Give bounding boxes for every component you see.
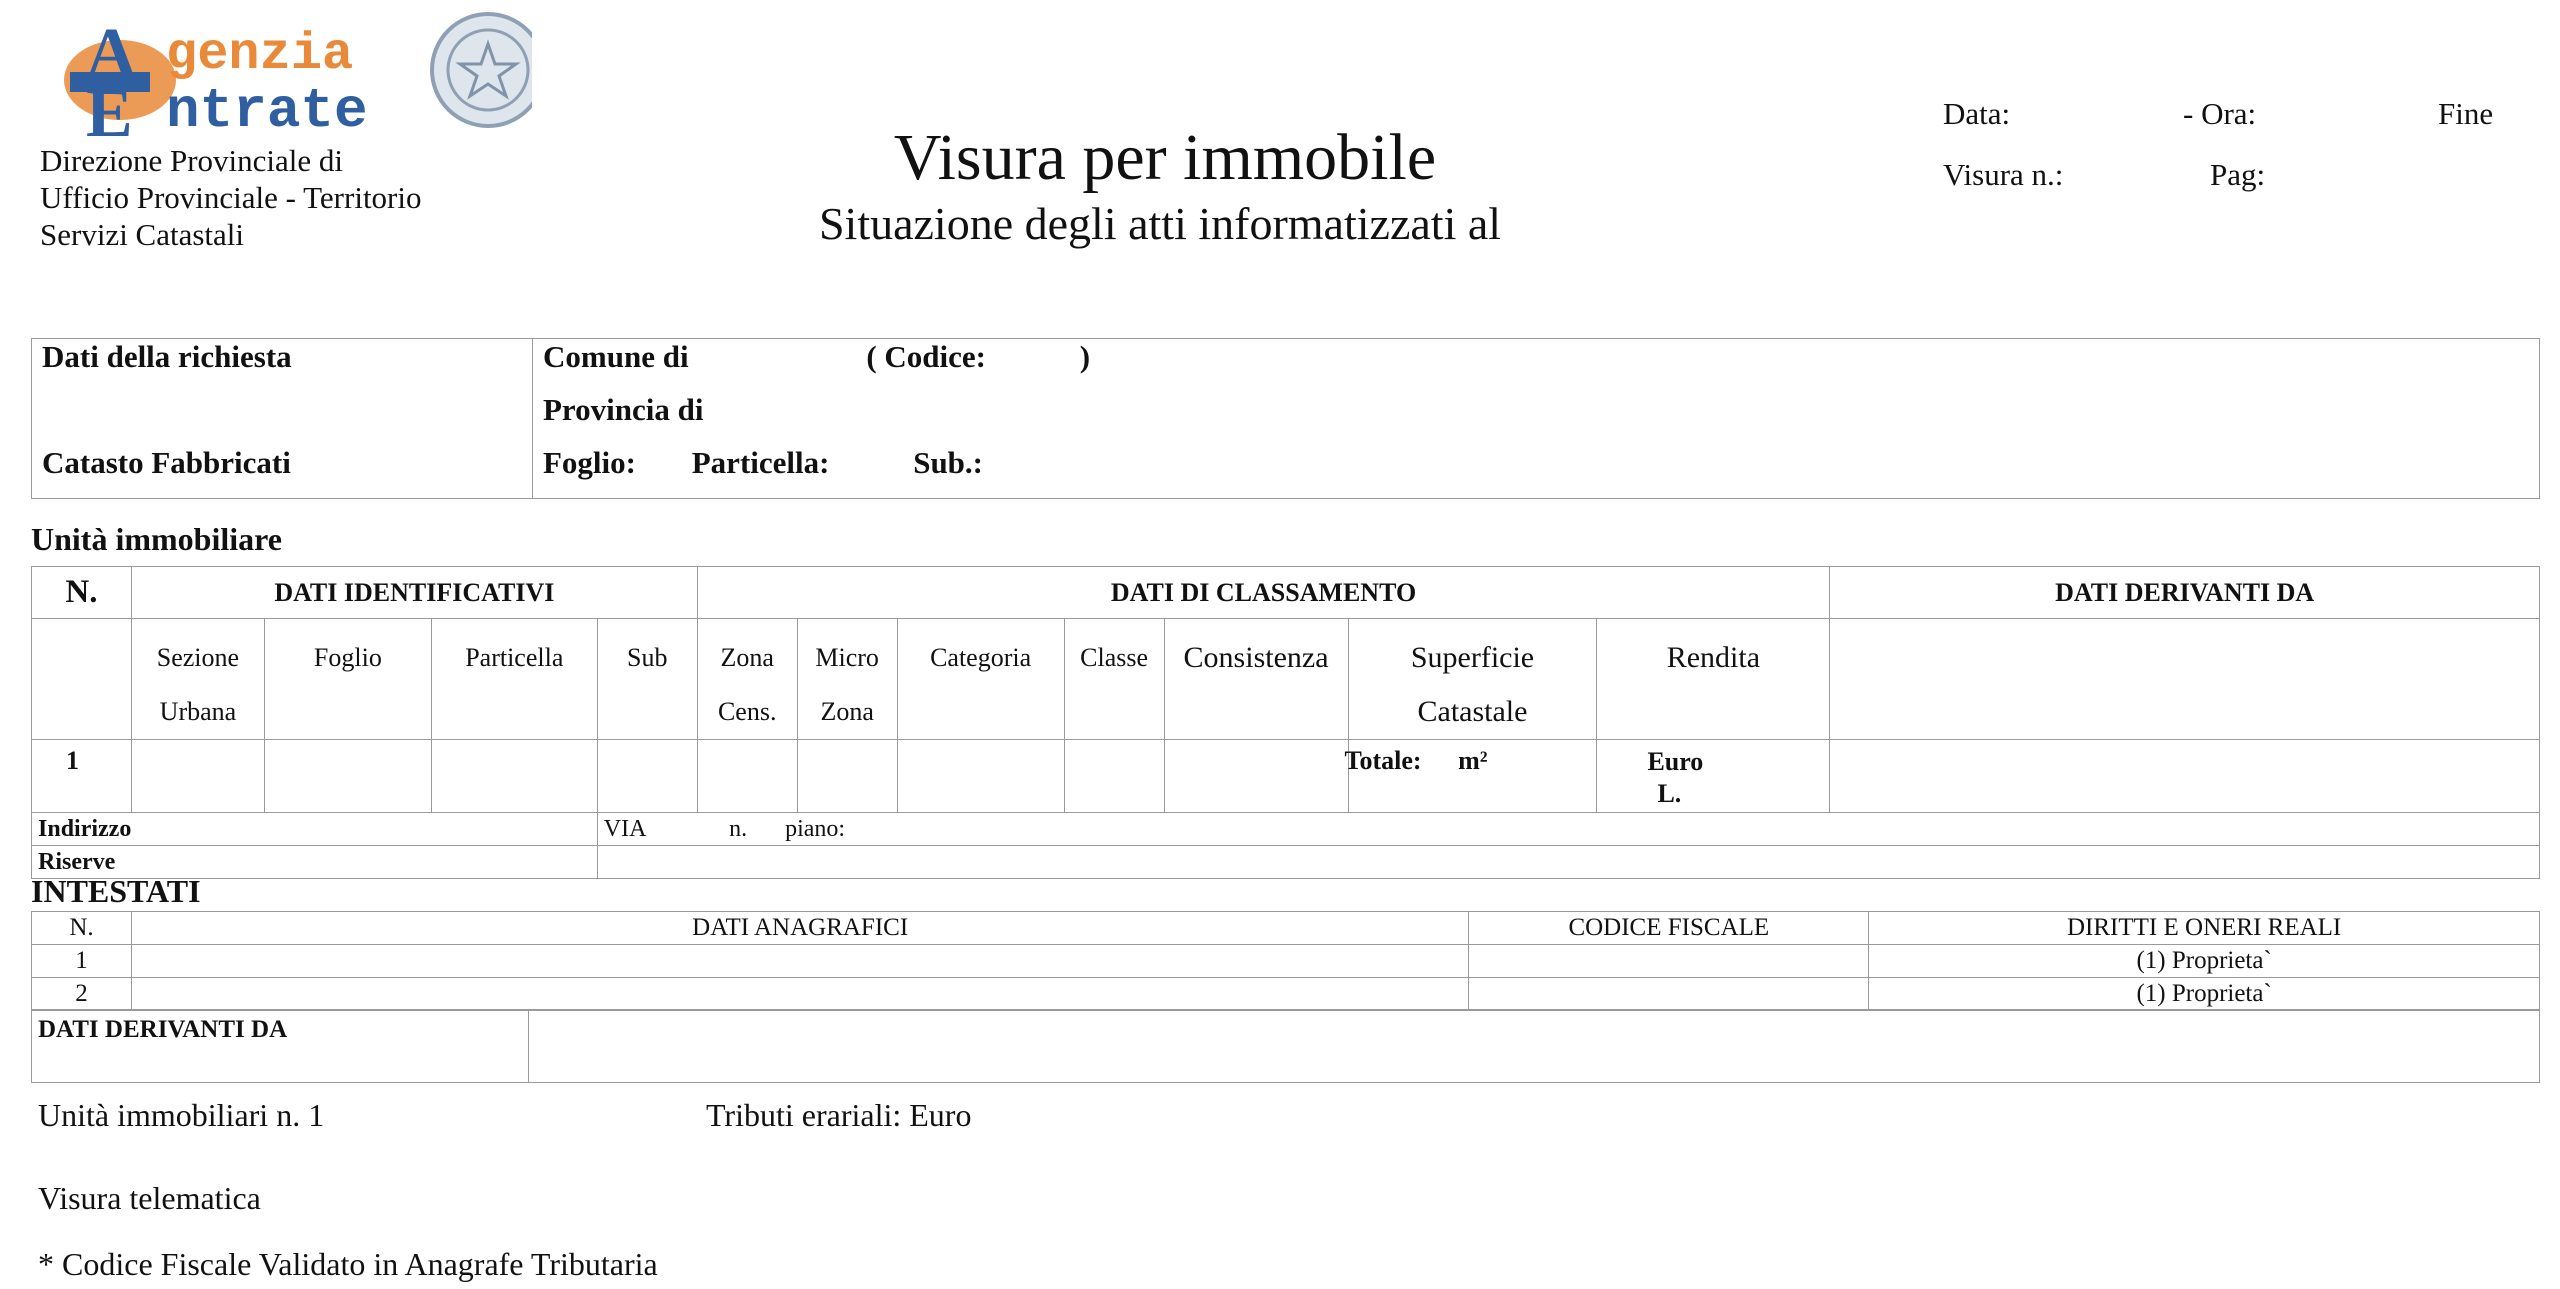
table-row	[32, 945, 2540, 978]
agency-logo	[40, 8, 532, 148]
page-label: Pag:	[2210, 157, 2266, 192]
n-header: N.	[32, 567, 132, 619]
visura-number-label: Visura n.:	[1943, 157, 2064, 192]
logo-line-2: ntrate	[166, 79, 368, 143]
fine-label: Fine	[2438, 96, 2494, 131]
document-subtitle: Situazione degli atti informatizzati al	[818, 198, 1502, 249]
column-header: Sezione Urbana	[131, 619, 264, 740]
table-row	[32, 978, 2540, 1011]
particella-cell	[533, 445, 2540, 499]
indirizzo-cell	[597, 813, 2539, 846]
sub-label: Sub.:	[913, 445, 983, 480]
column-header: Consistenza	[1164, 619, 1348, 740]
tributi-erariali: Tributi erariali: Euro	[706, 1097, 972, 1133]
column-header: Superficie Catastale	[1348, 619, 1597, 740]
catasto-label: Catasto Fabbricati	[32, 445, 533, 499]
mq-unit: m²	[1458, 746, 1488, 775]
office-line: Ufficio Provinciale - Territorio	[40, 180, 422, 215]
diritti-value: (1) Proprieta`	[1869, 945, 2540, 978]
logo-line-1: genzia	[166, 25, 354, 84]
column-header: Categoria	[897, 619, 1064, 740]
column-header: Zona Cens.	[697, 619, 797, 740]
row-number: 1	[32, 740, 132, 813]
column-header: Particella	[431, 619, 597, 740]
request-table	[31, 338, 2540, 499]
riserve-label: Riserve	[32, 846, 598, 879]
provincia-label: Provincia di	[533, 392, 2540, 445]
intestati-n-header: N.	[32, 912, 132, 945]
column-header: Rendita	[1597, 619, 1830, 740]
logo-initial-a: A	[86, 15, 137, 92]
diritti-value: (1) Proprieta`	[1869, 978, 2540, 1011]
italian-emblem-icon	[432, 14, 532, 126]
classamento-header: DATI DI CLASSAMENTO	[697, 567, 1830, 619]
unita-table	[31, 566, 2540, 879]
rendita-cell	[1597, 740, 1830, 813]
document-title: Visura per immobile	[893, 121, 1437, 194]
anagrafici-header: DATI ANAGRAFICI	[131, 912, 1468, 945]
column-header: Foglio	[264, 619, 431, 740]
derivanti-header: DATI DERIVANTI DA	[1830, 567, 2540, 619]
superficie-cell	[1344, 740, 1597, 813]
intestati-derivanti-label: DATI DERIVANTI DA	[32, 1010, 529, 1083]
codice-fiscale-note: * Codice Fiscale Validato in Anagrafe Tributaria	[38, 1246, 658, 1282]
euro-label: Euro	[1647, 747, 1704, 776]
diritti-header: DIRITTI E ONERI REALI	[1869, 912, 2540, 945]
column-header: Sub	[597, 619, 697, 740]
logo-initial-e: E	[86, 75, 133, 148]
comune-cell	[533, 339, 2540, 393]
intestato-number: 2	[32, 978, 132, 1011]
piano-label: piano:	[785, 815, 846, 842]
lire-label: L.	[1657, 779, 1682, 808]
totale-label: Totale:	[1344, 746, 1422, 775]
agency-logo-graphic	[40, 8, 532, 148]
identificativi-header: DATI IDENTIFICATIVI	[131, 567, 697, 619]
unita-section-title: Unità immobiliare	[31, 521, 282, 557]
office-line: Direzione Provinciale di	[40, 143, 344, 178]
codice-close: )	[1079, 339, 1091, 374]
intestato-number: 1	[32, 945, 132, 978]
indirizzo-label: Indirizzo	[32, 813, 598, 846]
particella-label: Particella:	[691, 445, 830, 480]
column-header: Micro Zona	[797, 619, 897, 740]
dati-richiesta-label: Dati della richiesta	[32, 339, 533, 393]
codice-fiscale-header: CODICE FISCALE	[1469, 912, 1869, 945]
intestati-table	[31, 911, 2540, 1011]
office-line: Servizi Catastali	[40, 217, 245, 252]
codice-label: ( Codice:	[866, 339, 986, 374]
intestati-section-title: INTESTATI	[31, 873, 201, 909]
column-header: Classe	[1064, 619, 1164, 740]
comune-label: Comune di	[543, 339, 689, 374]
foglio-label: Foglio:	[543, 445, 636, 480]
visura-telematica: Visura telematica	[38, 1180, 261, 1216]
intestati-derivanti-table	[31, 1009, 2540, 1083]
unita-count: Unità immobiliari n. 1	[38, 1097, 325, 1133]
office-lines	[40, 142, 422, 253]
civico-label: n.	[729, 815, 748, 842]
data-label: Data:	[1943, 96, 2011, 131]
via-label: VIA	[603, 815, 646, 842]
ora-label: - Ora:	[2183, 96, 2257, 131]
